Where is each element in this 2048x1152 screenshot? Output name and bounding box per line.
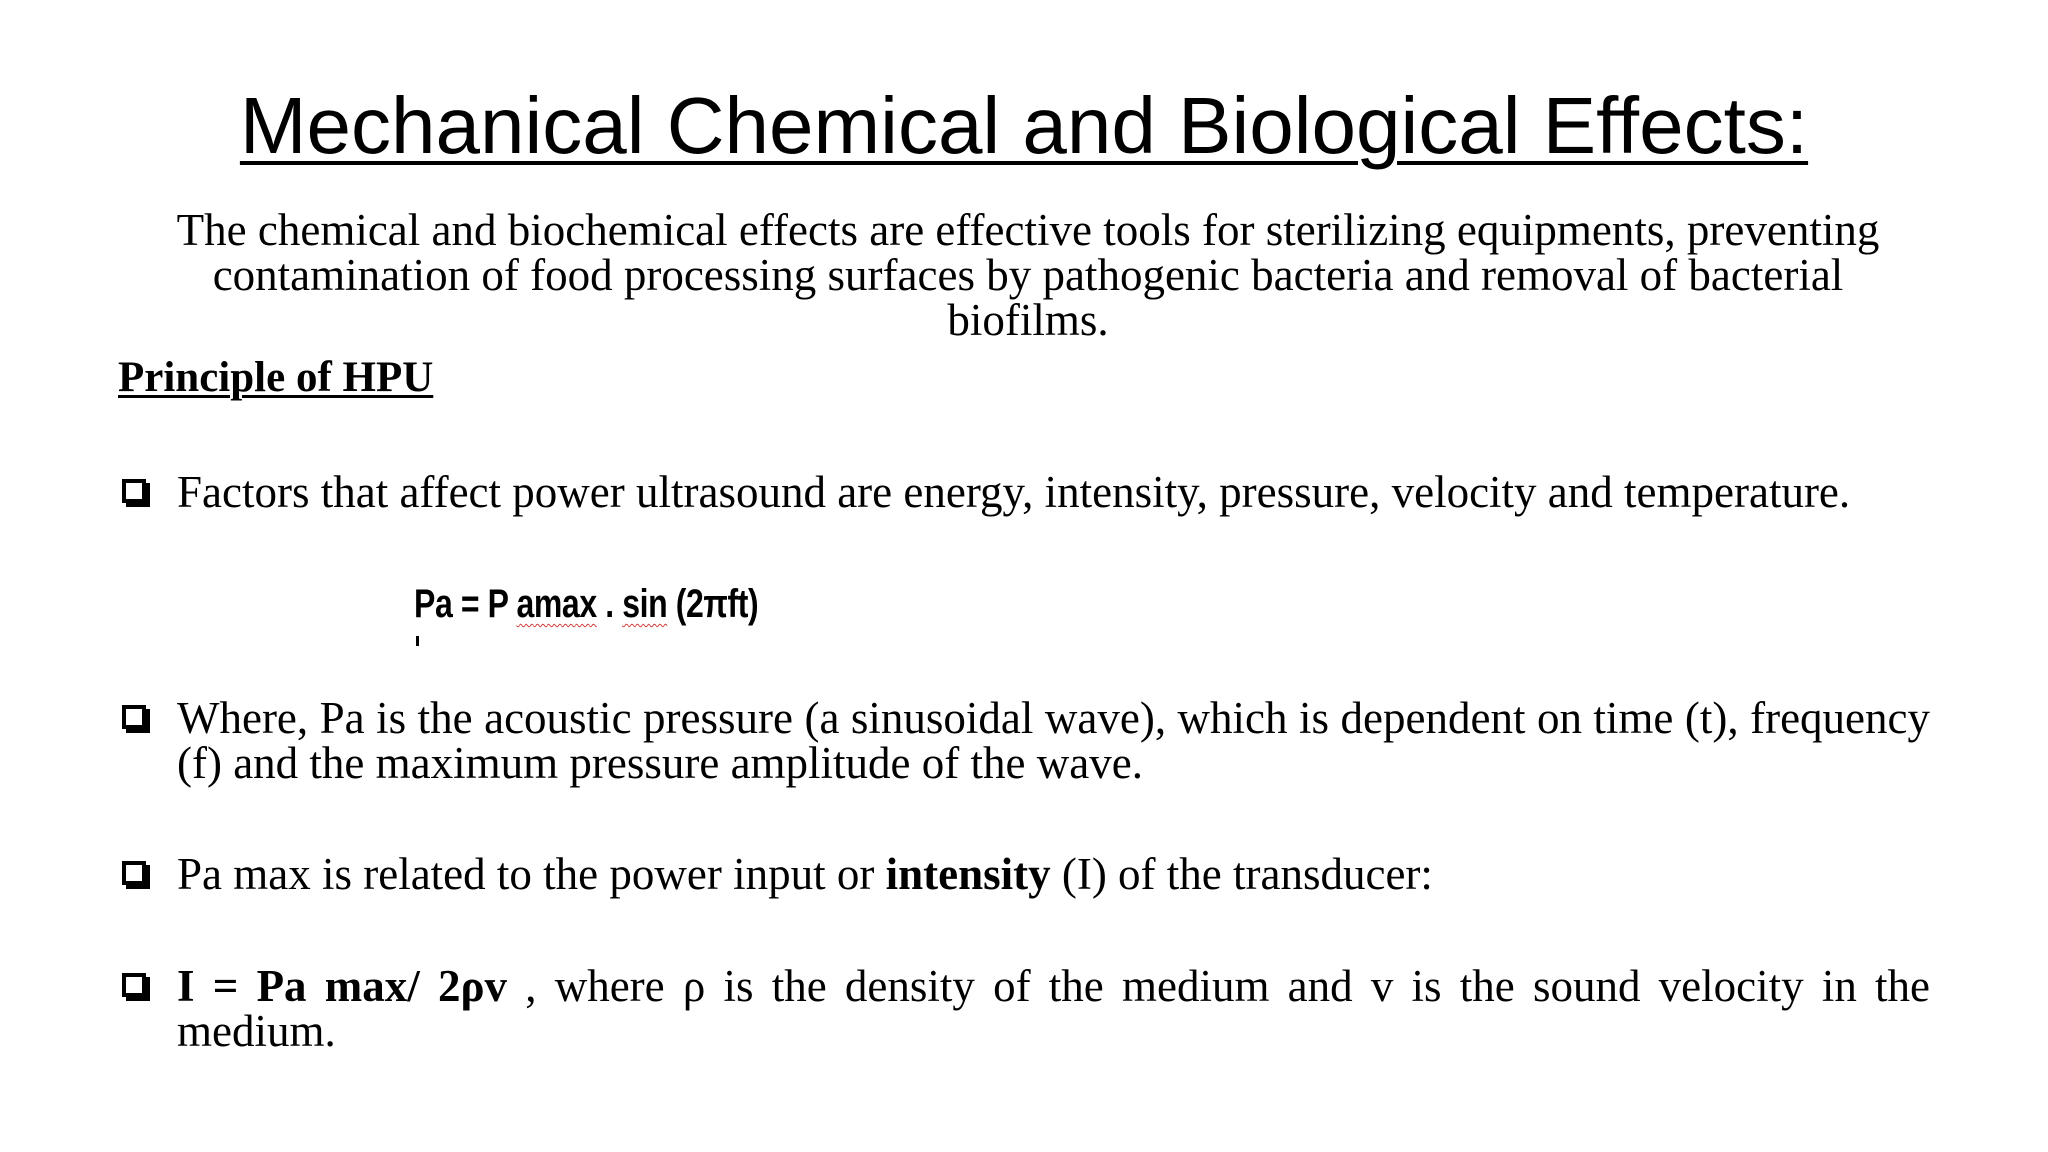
bullet-intensity: [122, 961, 1931, 1056]
checkbox-bullet-icon: [122, 861, 146, 885]
bullet-text: Factors that affect power ultrasound are energy, intensity, pressure, velocity and temperature.: [177, 467, 1851, 517]
bullet-text-part: , where ρ is the density of the medium and v is the sound velocity in the medium.: [177, 961, 1931, 1056]
checkbox-bullet-icon: [122, 973, 146, 997]
bullet-text: [177, 849, 1930, 899]
checkbox-bullet-icon: [122, 479, 146, 503]
bullet-text-part: (I) of the transducer:: [1050, 849, 1433, 899]
bullet-text-part: Pa max is related to the power input or: [177, 849, 886, 899]
bullet-factors: [122, 467, 1930, 517]
bullet-where: [122, 693, 1930, 788]
bullet-pa-max: [122, 849, 1930, 899]
slide-title: Mechanical Chemical and Biological Effects:: [239, 81, 1809, 170]
intro-paragraph: The chemical and biochemical effects are effective tools for sterilizing equipments, preventing contamination of food processing surfaces by pathogenic bacteria and removal of bacterial biofilms.: [176, 205, 1880, 345]
formula-part: amax: [516, 582, 597, 626]
bullet-text-bold: intensity: [885, 849, 1051, 899]
bullet-text: Where, Pa is the acoustic pressure (a sinusoidal wave), which is dependent on time (t), frequency (f) and the maximum pressure amplitude of the wave.: [177, 693, 1930, 788]
formula-part: .: [596, 582, 623, 626]
formula-part: sin: [622, 582, 668, 626]
pressure-formula: [414, 578, 758, 630]
formula-part: (2πft): [667, 582, 759, 626]
checkbox-bullet-icon: [122, 705, 146, 729]
intensity-formula: I = Pa max/ 2ρv: [177, 961, 508, 1011]
subheading: Principle of HPU: [118, 354, 434, 401]
formula-part: Pa = P: [414, 582, 517, 626]
text-cursor-mark: [416, 636, 419, 646]
bullet-text: [177, 961, 1931, 1056]
